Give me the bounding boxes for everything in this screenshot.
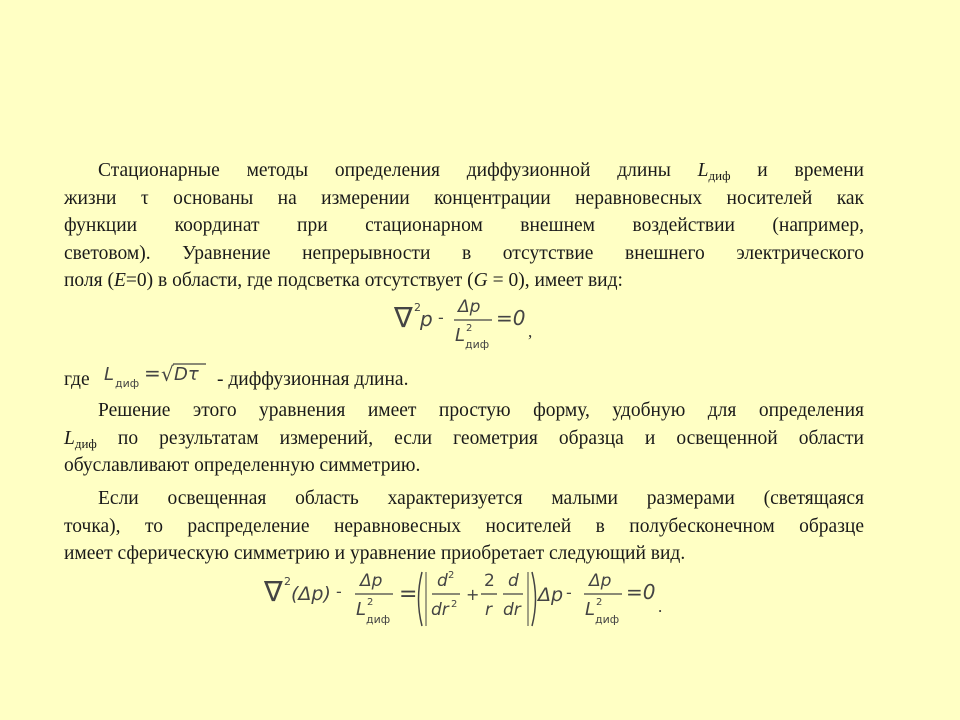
p2-line-1 <box>64 397 864 425</box>
nabla-symbol-2: ∇ <box>264 575 283 608</box>
left-paren <box>419 572 423 626</box>
comma: , <box>528 322 533 341</box>
sqrt-radicand: Dτ <box>174 364 199 385</box>
L-symbol-inline: L <box>104 364 115 385</box>
formula-diffusion-length <box>104 360 216 392</box>
p-symbol: p <box>420 307 433 331</box>
nabla-symbol: ∇ <box>394 301 413 334</box>
E-symbol: E <box>114 270 126 292</box>
fraction-numerator: Δp <box>458 297 481 317</box>
p1-line-4: световом). Уравнение непрерывности в отсутствие внешнего электрического <box>64 242 864 264</box>
p1-line-3: функции координат при стационарном внешнем воздействии (например, <box>64 215 864 237</box>
dr2-sup: 2 <box>451 599 458 610</box>
dr-den: dr <box>503 600 521 620</box>
sqrt-icon: √ <box>161 362 174 386</box>
plus-sign: + <box>466 585 480 604</box>
numerator-2: Δp <box>589 571 612 591</box>
d2-num: d <box>437 571 448 591</box>
paragraph-2 <box>64 397 864 480</box>
dr2-den: dr <box>431 600 449 620</box>
den-sub: диф <box>465 338 490 351</box>
minus-1: - <box>336 582 342 601</box>
den2-L: L <box>585 599 596 620</box>
p1-text-b: и времени <box>730 160 864 181</box>
p2-text-2: по результатам измерений, если геометрия образца и освещенной области <box>96 427 864 449</box>
d2-sup: 2 <box>448 570 455 581</box>
p3-line-1 <box>64 485 864 513</box>
where-line <box>64 366 90 394</box>
dp-term: (Δp) <box>291 583 331 605</box>
G-symbol: G <box>473 270 488 292</box>
p1-line5-a: поля ( <box>64 270 114 292</box>
paragraph-1 <box>64 157 864 295</box>
two-num: 2 <box>484 571 495 591</box>
L-sub-inline: диф <box>115 377 140 390</box>
den1-sup: 2 <box>367 597 374 608</box>
equals-sign: = <box>144 361 161 385</box>
minus-sign: - <box>438 308 444 327</box>
where-label: где <box>64 369 90 390</box>
den-L: L <box>455 325 466 346</box>
p1-line5-c: = 0), имеет вид: <box>487 270 623 292</box>
p3-line-3: имеет сферическую симметрию и уравнение приобретает следующий вид. <box>64 543 686 565</box>
equals-zero-2: =0 <box>626 580 656 604</box>
p2-text-1: Решение этого уравнения имеет простую форму, удобную для определения <box>98 400 864 421</box>
formula-spherical <box>264 568 674 630</box>
p3-line-2: точка), то распределение неравновесных носителей в полубесконечном образце <box>64 515 864 537</box>
minus-2: - <box>566 583 572 602</box>
p1-text-a: Стационарные методы определения диффузионной длины <box>98 160 698 181</box>
nabla-sup-2: 2 <box>284 575 291 588</box>
equals-2: = <box>399 582 418 607</box>
right-paren <box>532 572 536 626</box>
p1-line5-b: =0) в области, где подсветка отсутствует ( <box>125 270 474 292</box>
paragraph-3 <box>64 485 864 568</box>
L-subscript: диф <box>708 168 731 183</box>
den1-sub: диф <box>366 613 391 626</box>
L-symbol: L <box>697 160 709 181</box>
p1-line-5 <box>64 267 864 295</box>
equals-zero: =0 <box>496 306 526 330</box>
den-sup: 2 <box>466 323 473 334</box>
dp-term-2: Δp <box>538 584 564 606</box>
p2-line-3: обуславливают определенную симметрию. <box>64 455 421 477</box>
L-symbol-p2: L <box>64 427 75 449</box>
L-sub-p2: диф <box>74 435 97 451</box>
period: . <box>658 597 663 616</box>
numerator-1: Δp <box>360 571 383 591</box>
den2-sub: диф <box>595 613 620 626</box>
p1-line-1 <box>64 157 864 185</box>
where-rest: - диффузионная длина. <box>217 369 409 390</box>
p2-line-2 <box>64 425 864 453</box>
formula-continuity <box>392 295 552 355</box>
nabla-sup: 2 <box>414 301 421 314</box>
den1-L: L <box>356 599 367 620</box>
r-den: r <box>485 600 492 620</box>
den2-sup: 2 <box>596 597 603 608</box>
p3-text-1: Если освещенная область характеризуется малыми размерами (светящаяся <box>98 488 864 509</box>
d-num: d <box>508 571 519 591</box>
p1-line-2: жизни τ основаны на измерении концентрации неравновесных носителей как <box>64 187 864 209</box>
